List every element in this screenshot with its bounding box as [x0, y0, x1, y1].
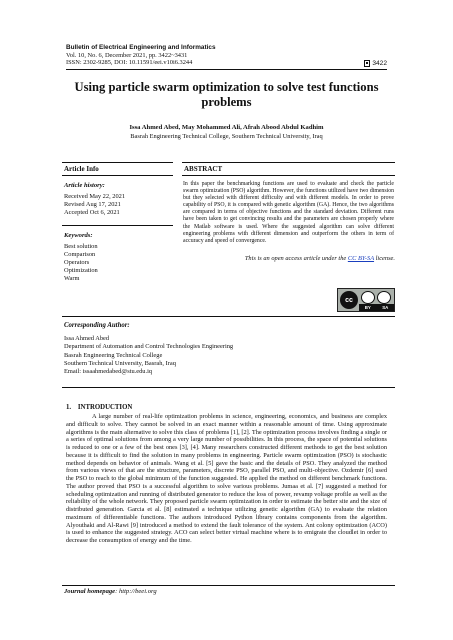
paper-title: Using particle swarm optimization to solve test functions problems: [74, 80, 379, 109]
keyword-item: Operators: [64, 259, 90, 266]
license-line: [182, 255, 395, 262]
page-number: [364, 60, 387, 67]
article-info-heading: Article Info: [62, 162, 173, 176]
issn-line: ISSN: 2302-9285, DOI: 10.11591/eei.v10i6.3244: [66, 59, 193, 67]
history-item: Accepted Oct 6, 2021: [64, 209, 120, 216]
corresponding-details: [64, 335, 233, 376]
share-alike-icon: [377, 291, 391, 304]
author-list: Issa Ahmed Abed, May Mohammed Ali, Afrah Abood Abdul Kadhim: [129, 124, 324, 131]
header-divider: [66, 69, 387, 70]
corresponding-line: Basrah Engineering Technical College: [64, 351, 163, 359]
history-item: Revised Aug 17, 2021: [64, 201, 121, 208]
article-history-list: [62, 193, 173, 217]
corresponding-heading: Corresponding Author:: [64, 322, 130, 329]
by-label: BY: [364, 305, 371, 310]
keyword-item: Best solution: [64, 243, 98, 250]
corresponding-line: Issa Ahmed Abed: [64, 335, 110, 342]
volume-line: Vol. 10, No. 6, December 2021, pp. 3422~3431: [66, 51, 188, 59]
keywords-heading: Keywords:: [64, 232, 93, 239]
journal-homepage-footer: [64, 588, 157, 595]
abstract-panel: [182, 162, 395, 262]
affiliation: Basrah Engineering Technical College, Southern Technical University, Iraq: [130, 133, 323, 140]
footer-url[interactable]: : http://beei.org: [115, 588, 157, 595]
journal-header: [66, 44, 216, 67]
keywords-divider: [62, 225, 173, 226]
article-info-panel: [62, 162, 173, 283]
page-number-text: 3422: [372, 60, 387, 67]
keyword-item: Optimization: [64, 267, 98, 274]
corresponding-line: Department of Automation and Control Technologies Engineering: [64, 343, 234, 351]
footer-label: Journal homepage: [64, 588, 116, 595]
corresponding-divider-bottom: [62, 387, 395, 388]
license-prefix: This is an open access article under the: [244, 254, 348, 262]
history-item: Received May 22, 2021: [64, 193, 126, 200]
abstract-text: In this paper the benchmarking functions are used to evaluate and check the particle swarm optimization (PSO) algorithm. However, the functions utilized have two dimension but they selected with different difficulty and with different models. In order to prove capability of PSO, it is compared with genetic algorithm (GA). Hence, the two algorithms are compared in terms of objective functions and the standard deviation. Different runs have been taken to get convincing results and the parameters are chosen properly where the Matlab software is used. Where the suggested algorithm can solve different engineering problems with different dimension and outperform the others in term of accuracy and speed of convergence.: [183, 181, 394, 244]
cc-by-sa-badge[interactable]: [337, 288, 395, 312]
keyword-item: Comparison: [64, 251, 96, 258]
journal-name: Bulletin of Electrical Engineering and Informatics: [66, 44, 216, 51]
document-icon: [364, 60, 370, 67]
license-link[interactable]: CC BY-SA: [347, 254, 375, 262]
abstract-heading: ABSTRACT: [182, 162, 395, 176]
article-history-heading: Article history:: [64, 182, 105, 189]
corresponding-email: Email: issaahmedabed@stu.edu.iq: [64, 368, 153, 376]
corresponding-line: Southern Technical University, Basrah, Iraq: [64, 359, 176, 367]
cc-logo-icon: cc: [340, 291, 358, 309]
badge-label-strip: [359, 304, 394, 311]
sa-label: SA: [382, 305, 389, 310]
introduction-heading: 1. INTRODUCTION: [66, 404, 133, 411]
introduction-body: A large number of real-life optimization problems in science, engineering, economics, and business are complex and difficult to solve. They cannot be solved in an exact manner within a reasonable amount of time. Using approximate algorithms is the main alternative to solve this class of problems [1], [2]. The optimization process involves finding a single or a series of optimal solutions from among a very large number of possibilities. In this process, the space of potential solutions is reduced to one or a few of the best ones [3], [4]. Many researchers constructed different methods to get the best solution because it is difficult to find the solution in many problems in engineering. Particle swarm optimization (PSO) is stochastic method depends on behavior of animals. Wang et al. [5] gave the basic and the details of PSO. They analyzed the method from various views of that are the structure, parameters, discrete PSO, parallel PSO, and multi-objective. Ozdemir [6] used the PSO to reach to the global minimum of the function suggested. He applied the method on different benchmark functions. The author proved that PSO is a successful algorithm to solve various problems. Jumaa et al. [7] suggested a method for scheduling optimization and running of distributed generator to reduce the loss of power, revamp voltage profile as well as the reliability of the whole network. They proposed particle swarm optimization in order to estimate the better site and the size of distributed generation. Garcia et al. [8] estimated a technique utilizing genetic algorithm (GA) to evaluate the relation maximum of differentiable functions. The authors introduced Python library contains components from the algorithm. Alyouthaki and Al-Rawi [9] introduced a method to extend the fault tolerance of the system. Ant colony optimization (ACO) is used to enhance the suggested strategy. ACO can select better virtual machine where is to emigrate the cloudlet in order to decrease the consumption of energy and the time.: [66, 413, 387, 544]
footer-divider: [62, 585, 395, 586]
license-suffix: license.: [374, 254, 395, 262]
keywords-list: [62, 243, 173, 283]
attribution-icon: [361, 291, 375, 304]
keyword-item: Warm: [64, 275, 80, 282]
corresponding-divider-top: [62, 316, 395, 317]
